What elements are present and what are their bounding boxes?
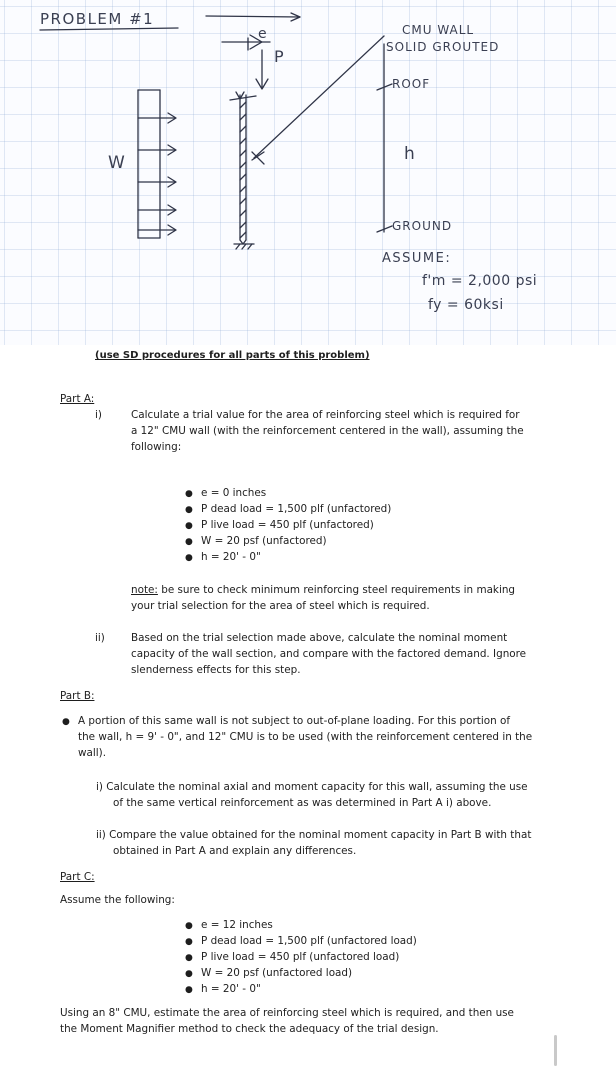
part-b-text-2: the wall, h = 9' - 0", and 12" CMU is to be used (with the reinforcement centered in the	[78, 731, 533, 743]
bullet-dot: ●	[185, 489, 193, 499]
part-c-bullet: h = 20' - 0"	[201, 983, 261, 995]
bullet-dot: ●	[185, 553, 193, 563]
part-b-i-text-2: of the same vertical reinforcement as was determined in Part A i) above.	[113, 797, 492, 809]
part-b-ii-text-1: ii) Compare the value obtained for the nominal moment capacity in Part B with that	[96, 829, 532, 841]
part-a-bullet: e = 0 inches	[201, 487, 267, 499]
wall-diagram	[0, 0, 616, 345]
part-a-note-line-2: your trial selection for the area of steel which is required.	[131, 600, 430, 612]
bullet-dot: ●	[185, 521, 193, 531]
part-c-title: Part C:	[60, 871, 95, 883]
part-c-closing-1: Using an 8" CMU, estimate the area of reinforcing steel which is required, and then use	[60, 1007, 514, 1019]
part-a-i-text-1: Calculate a trial value for the area of reinforcing steel which is required for	[131, 409, 520, 421]
part-c-closing-2: the Moment Magnifier method to check the adequacy of the trial design.	[60, 1023, 439, 1035]
part-a-note-line-1	[131, 582, 515, 599]
w-label: W	[108, 153, 125, 173]
bullet-dot: ●	[185, 969, 193, 979]
part-c-bullet: e = 12 inches	[201, 919, 273, 931]
part-a-i-text-3: following:	[131, 441, 182, 453]
note-label: note:	[131, 584, 158, 596]
wall-note-line1: CMU WALL	[402, 23, 475, 37]
h-label: h	[404, 144, 415, 164]
ground-label: GROUND	[392, 219, 453, 233]
part-b-text-1: A portion of this same wall is not subject to out-of-plane loading. For this portion of	[78, 715, 510, 727]
bullet-dot: ●	[185, 953, 193, 963]
p-label: P	[274, 47, 284, 66]
part-b-i-text-1: i) Calculate the nominal axial and moment capacity for this wall, assuming the use	[96, 781, 528, 793]
part-c-bullet: P live load = 450 plf (unfactored load)	[201, 951, 400, 963]
sd-instruction: (use SD procedures for all parts of this problem)	[95, 350, 370, 361]
part-b-ii-text-2: obtained in Part A and explain any differences.	[113, 845, 357, 857]
top-line	[206, 16, 300, 17]
part-a-ii-text-3: slenderness effects for this step.	[131, 664, 301, 676]
part-a-title: Part A:	[60, 393, 95, 405]
part-a-ii-label: ii)	[95, 632, 105, 644]
part-a-ii-text-1: Based on the trial selection made above, calculate the nominal moment	[131, 632, 508, 644]
e-label: e	[258, 26, 267, 42]
part-a-bullet: P dead load = 1,500 plf (unfactored)	[201, 503, 392, 515]
part-a-ii-text-2: capacity of the wall section, and compare with the factored demand. Ignore	[131, 648, 527, 660]
part-c-bullet: W = 20 psf (unfactored load)	[201, 967, 353, 979]
wall-note-line2: SOLID GROUTED	[386, 40, 500, 54]
part-a-i-text-2: a 12" CMU wall (with the reinforcement centered in the wall), assuming the	[131, 425, 524, 437]
bullet-dot: ●	[185, 985, 193, 995]
scrollbar-thumb[interactable]	[554, 1035, 557, 1066]
problem-underline	[40, 28, 178, 30]
fm-label: f'm = 2,000 psi	[422, 273, 538, 289]
problem-label: PROBLEM #1	[40, 10, 155, 28]
assume-label: ASSUME:	[382, 251, 452, 266]
problem-sketch	[0, 0, 616, 345]
part-a-bullet: h = 20' - 0"	[201, 551, 261, 563]
bullet-dot: ●	[185, 937, 193, 947]
fy-label: fy = 60ksi	[428, 297, 504, 313]
bullet-dot: ●	[185, 921, 193, 931]
bullet-dot: ●	[185, 537, 193, 547]
roof-label: ROOF	[392, 77, 431, 91]
part-b-text-3: wall).	[78, 747, 106, 759]
part-a-bullet: P live load = 450 plf (unfactored)	[201, 519, 374, 531]
part-a-i-label: i)	[95, 409, 102, 421]
bullet-dot: ●	[185, 505, 193, 515]
part-c-bullet: P dead load = 1,500 plf (unfactored load)	[201, 935, 417, 947]
bullet-dot: ●	[62, 717, 70, 727]
part-b-title: Part B:	[60, 690, 95, 702]
part-a-bullet: W = 20 psf (unfactored)	[201, 535, 327, 547]
note-text-1: be sure to check minimum reinforcing steel requirements in making	[157, 584, 516, 596]
part-c-assume: Assume the following:	[60, 894, 175, 906]
